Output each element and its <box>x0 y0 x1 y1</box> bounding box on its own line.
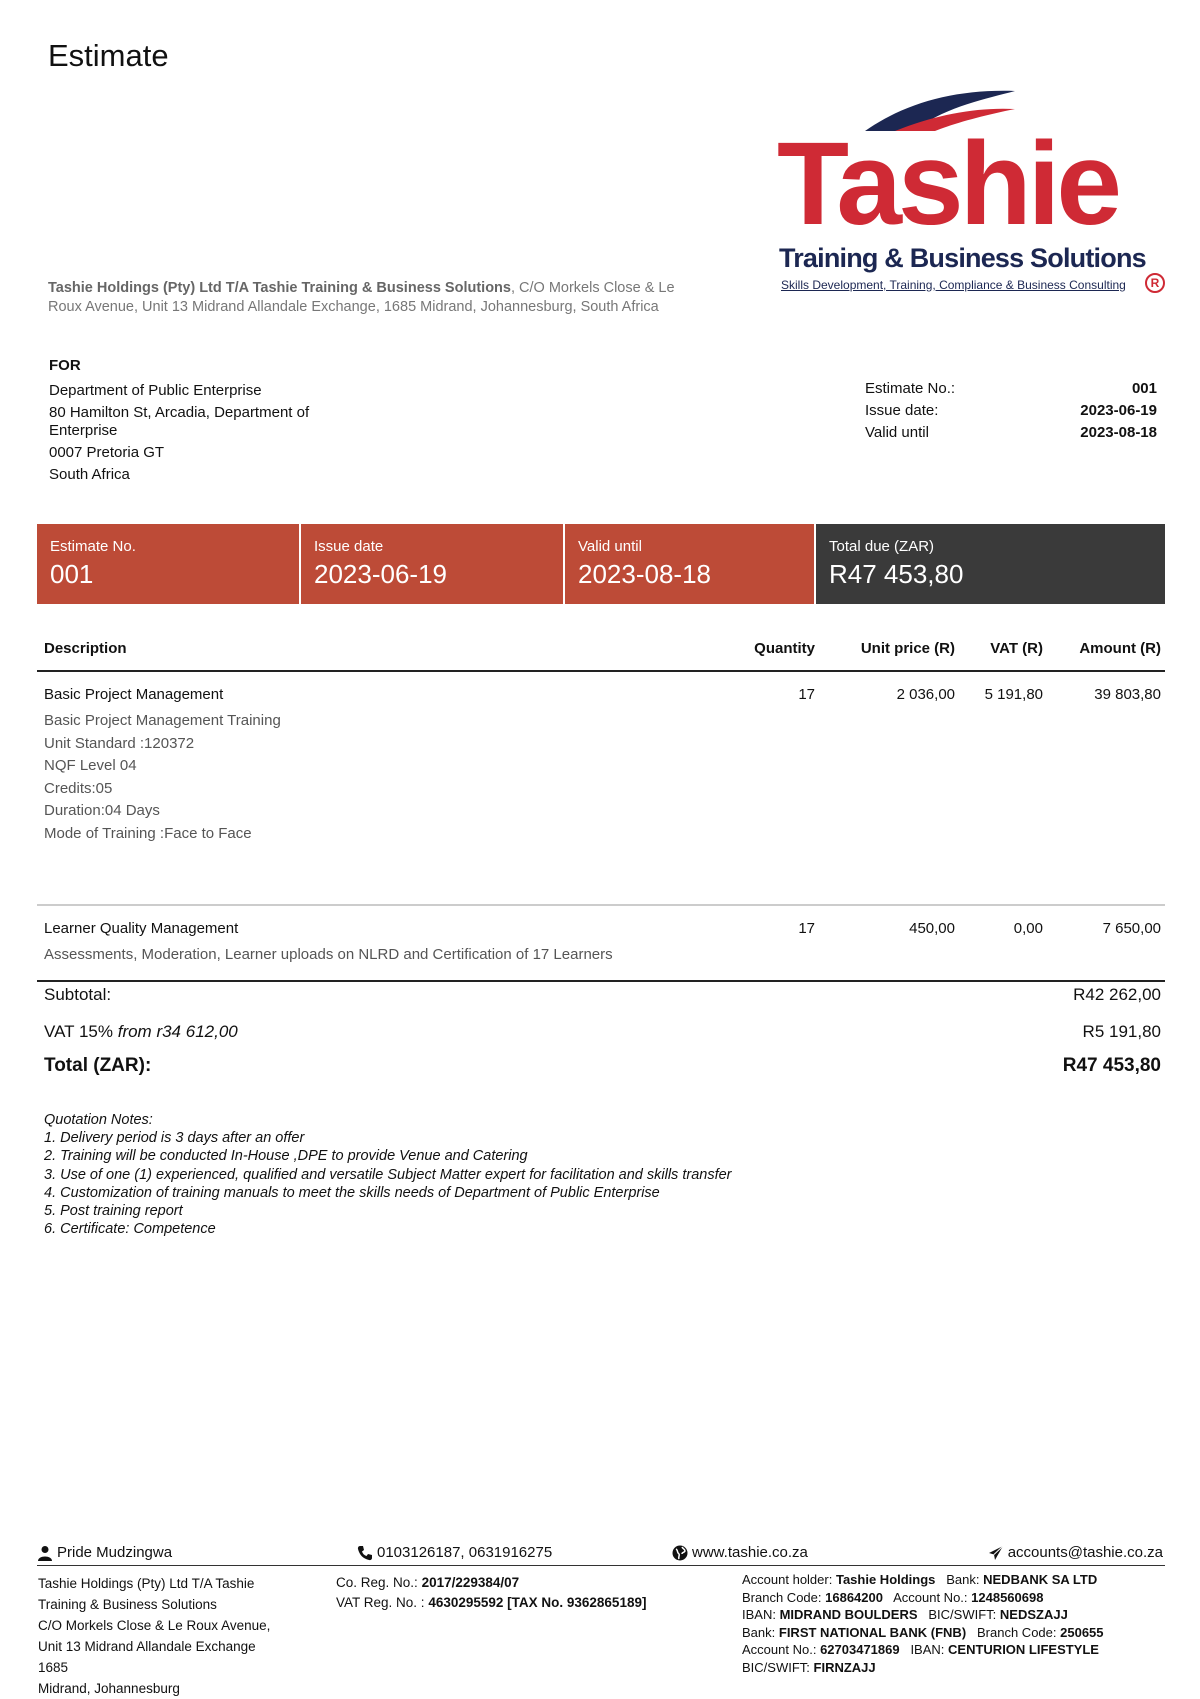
item-detail-line: Assessments, Moderation, Learner uploads on NLRD and Certification of 17 Learners <box>44 946 613 963</box>
table-row <box>37 906 1165 982</box>
item-quantity: 17 <box>798 686 815 703</box>
co-reg-label: Co. Reg. No.: <box>336 1575 418 1590</box>
client-label: FOR <box>49 357 81 374</box>
totals-section <box>37 985 1165 1077</box>
table-row <box>37 672 1165 906</box>
bank-label: BIC/SWIFT: <box>742 1659 810 1675</box>
footer-company-line: Training & Business Solutions <box>38 1597 217 1612</box>
logo-wordmark: Tashie <box>777 118 1119 250</box>
subtotal-row <box>37 985 1165 1022</box>
footer-company-line: Unit 13 Midrand Allandale Exchange <box>38 1639 256 1654</box>
summary-issue-value: 2023-06-19 <box>314 559 447 589</box>
note-line: 1. Delivery period is 3 days after an offer <box>44 1130 305 1147</box>
vat-value: R5 191,80 <box>1082 1022 1161 1041</box>
bank-label: Branch Code: <box>742 1589 822 1605</box>
header-amount: Amount (R) <box>1079 640 1161 657</box>
vat-reg-label: VAT Reg. No. : <box>336 1595 425 1610</box>
bank-label: IBAN: <box>742 1607 776 1623</box>
item-quantity: 17 <box>798 920 815 937</box>
bank-label: Account holder: <box>742 1572 833 1587</box>
bank-value: FIRST NATIONAL BANK (FNB) <box>778 1624 967 1640</box>
footer-phone <box>357 1540 672 1565</box>
bank-line <box>742 1641 1172 1659</box>
bank-label: Account No.: <box>742 1642 817 1658</box>
vat-from: from r34 612,00 <box>117 1022 238 1041</box>
item-details <box>37 712 1165 847</box>
item-details <box>37 946 1165 969</box>
subtotal-value: R42 262,00 <box>1073 985 1161 1004</box>
bank-value: 250655 <box>1060 1624 1104 1640</box>
bank-value: Tashie Holdings <box>835 1572 936 1587</box>
summary-valid-until <box>565 524 816 604</box>
item-unit-price: 2 036,00 <box>896 686 955 703</box>
bank-line <box>742 1571 1172 1589</box>
bank-value: NEDBANK SA LTD <box>983 1572 1098 1587</box>
total-row <box>37 1055 1165 1077</box>
note-line: 6. Certificate: Competence <box>44 1221 216 1238</box>
bank-value: 62703471869 <box>820 1642 900 1658</box>
website-link[interactable]: www.tashie.co.za <box>692 1544 808 1561</box>
footer-company <box>38 1573 298 1699</box>
company-street: , C/O Morkels Close & Le Roux Avenue, Unit 13 Midrand Allandale Exchange, 1685 Midrand, Johannesburg, South Africa <box>48 280 675 315</box>
client-city: 0007 Pretoria GT <box>49 444 165 461</box>
item-unit-price: 450,00 <box>909 920 955 937</box>
footer-company-line: Tashie Holdings (Pty) Ltd T/A Tashie <box>38 1576 255 1591</box>
header-unit-price: Unit price (R) <box>860 640 955 657</box>
footer-contacts <box>37 1540 1165 1566</box>
estimate-meta <box>865 380 1157 446</box>
logo-subtitle: Training & Business Solutions <box>779 243 1146 273</box>
vat-reg-value: 4630295592 [TAX No. 9362865189] <box>428 1595 647 1610</box>
bank-line <box>742 1606 1172 1624</box>
phone-icon <box>357 1545 373 1561</box>
bank-value: MIDRAND BOULDERS <box>779 1607 918 1623</box>
company-name: Tashie Holdings (Pty) Ltd T/A Tashie Training & Business Solutions <box>48 280 511 296</box>
client-address <box>49 382 369 488</box>
bank-value: CENTURION LIFESTYLE <box>948 1642 1099 1658</box>
bank-label: Bank: <box>946 1572 980 1587</box>
vat-label: VAT 15% <box>44 1022 113 1041</box>
item-detail-line: Unit Standard :120372 <box>44 734 195 752</box>
item-vat: 0,00 <box>1013 920 1043 937</box>
footer-company-line: 1685 <box>38 1660 69 1675</box>
bank-line <box>742 1589 1172 1607</box>
summary-issue-label: Issue date <box>314 538 384 555</box>
item-detail-line: NQF Level 04 <box>44 757 137 774</box>
footer-company-line: C/O Morkels Close & Le Roux Avenue, <box>38 1618 271 1633</box>
bank-value: 1248560698 <box>971 1589 1044 1605</box>
footer-contact <box>37 1540 357 1565</box>
company-logo <box>775 85 1175 295</box>
meta-valid-until: 2023-08-18 <box>1080 424 1157 441</box>
email-link[interactable]: accounts@tashie.co.za <box>1007 1544 1163 1561</box>
notes-title: Quotation Notes: <box>44 1112 153 1128</box>
meta-issue-label: Issue date: <box>865 402 939 419</box>
footer-email <box>982 1540 1165 1565</box>
summary-total-due <box>816 524 1165 604</box>
line-items-table <box>37 636 1165 982</box>
subtotal-label: Subtotal: <box>44 985 112 1004</box>
bank-label: Account No.: <box>893 1589 968 1605</box>
footer-website <box>672 1540 982 1565</box>
item-detail-line: Duration:04 Days <box>44 802 160 819</box>
note-line: 5. Post training report <box>44 1203 183 1220</box>
client-country: South Africa <box>49 466 130 483</box>
header-description: Description <box>44 640 127 657</box>
item-detail-line: Mode of Training :Face to Face <box>44 824 252 842</box>
document-title: Estimate <box>48 38 169 73</box>
item-amount: 7 650,00 <box>1102 920 1161 937</box>
quotation-notes <box>44 1111 944 1238</box>
phone-numbers[interactable]: 0103126187, 0631916275 <box>377 1544 553 1561</box>
globe-icon <box>672 1545 688 1561</box>
bank-line <box>742 1624 1172 1642</box>
meta-estimate-no: 001 <box>1131 380 1157 397</box>
item-vat: 5 191,80 <box>984 686 1043 703</box>
total-label: Total (ZAR): <box>44 1055 152 1076</box>
registered-mark: R <box>1145 273 1165 293</box>
bank-label: Branch Code: <box>977 1624 1057 1640</box>
header-quantity: Quantity <box>754 640 815 657</box>
summary-total-value: R47 453,80 <box>829 559 964 589</box>
note-line: 4. Customization of training manuals to meet the skills needs of Department of Public Enterprise <box>44 1184 660 1201</box>
summary-bar <box>37 524 1165 604</box>
total-value: R47 453,80 <box>1062 1055 1161 1076</box>
contact-name: Pride Mudzingwa <box>57 1544 173 1561</box>
summary-valid-label: Valid until <box>578 538 642 555</box>
meta-issue-date: 2023-06-19 <box>1080 402 1157 419</box>
bank-label: IBAN: <box>910 1642 945 1658</box>
bank-label: Bank: <box>742 1624 776 1640</box>
footer-registration <box>336 1573 696 1613</box>
bank-value: 16864200 <box>825 1589 883 1605</box>
bank-value: NEDSZAJJ <box>999 1607 1068 1623</box>
meta-valid-label: Valid until <box>865 424 929 441</box>
summary-total-label: Total due (ZAR) <box>829 538 935 555</box>
co-reg-value: 2017/229384/07 <box>421 1575 520 1590</box>
send-icon <box>988 1545 1004 1561</box>
person-icon <box>37 1545 53 1561</box>
table-header <box>37 636 1165 672</box>
company-address <box>48 279 708 317</box>
item-detail-line: Credits:05 <box>44 779 113 797</box>
client-street: 80 Hamilton St, Arcadia, Department of Enterprise <box>49 404 310 439</box>
note-line: 2. Training will be conducted In-House ,DPE to provide Venue and Catering <box>44 1148 528 1165</box>
client-name: Department of Public Enterprise <box>49 382 262 399</box>
item-description: Learner Quality Management <box>44 920 239 937</box>
header-vat: VAT (R) <box>990 640 1043 657</box>
item-amount: 39 803,80 <box>1094 686 1161 703</box>
meta-estimate-no-label: Estimate No.: <box>865 380 956 397</box>
footer-banking <box>742 1571 1172 1677</box>
summary-estimate-no-label: Estimate No. <box>50 538 136 555</box>
summary-valid-value: 2023-08-18 <box>578 559 711 589</box>
bank-value: FIRNZAJJ <box>813 1659 876 1675</box>
summary-estimate-no-value: 001 <box>50 559 94 589</box>
item-detail-line: Basic Project Management Training <box>44 712 281 729</box>
item-description: Basic Project Management <box>44 686 224 703</box>
logo-tagline: Skills Development, Training, Compliance & Business Consulting <box>781 278 1126 292</box>
footer-company-line: Midrand, Johannesburg <box>38 1681 180 1696</box>
bank-line <box>742 1659 1172 1677</box>
summary-issue-date <box>301 524 565 604</box>
bank-label: BIC/SWIFT: <box>928 1607 997 1623</box>
vat-row <box>37 1022 1165 1055</box>
note-line: 3. Use of one (1) experienced, qualified and versatile Subject Matter expert for facilitation and skills transfer <box>44 1166 732 1183</box>
summary-estimate-no <box>37 524 301 604</box>
